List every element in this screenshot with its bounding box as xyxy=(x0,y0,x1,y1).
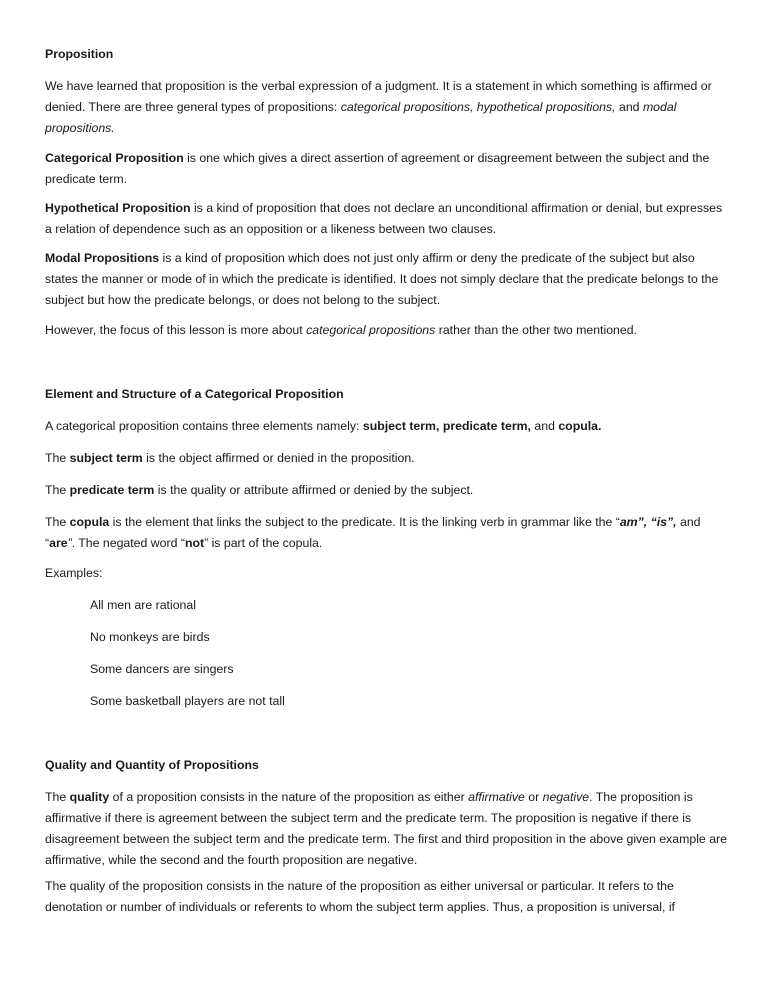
quality-text-1: The xyxy=(45,790,70,804)
hypothetical-definition: is a kind of proposition that does not declare an unconditional affirmation or denial, but expresses a relation of dependence such as an opposition or a likeness between two clauses. xyxy=(45,201,723,236)
categorical-definition: is one which gives a direct assertion of agreement or disagreement between the subject and the predicate term. xyxy=(45,151,710,186)
heading-element-structure xyxy=(45,384,727,405)
subject-text-1: The xyxy=(45,451,70,465)
quantity-paragraph: The quality of the proposition consists in the nature of the proposition as either universal or particular. It refers to the denotation or number of individuals or referents to whom the subject term applies. Thus, a proposition is universal, if xyxy=(45,879,675,914)
focus-italic: categorical propositions xyxy=(306,323,436,337)
copula-bold: copula xyxy=(69,515,110,529)
quality-affirmative: affirmative xyxy=(468,790,525,804)
example-item: Some dancers are singers xyxy=(90,662,234,676)
elements-text-1: A categorical proposition contains three elements namely: xyxy=(45,419,363,433)
heading-proposition xyxy=(45,44,727,65)
intro-text: We have learned that proposition is the verbal expression of a judgment. It is a statement in which something is affirmed or denied. There are three general types of propositions: xyxy=(45,79,712,114)
hypothetical-paragraph xyxy=(45,198,727,240)
focus-text-1: However, the focus of this lesson is more about xyxy=(45,323,307,337)
copula-text-1: The xyxy=(45,515,70,529)
copula-not: not xyxy=(184,536,205,550)
categorical-term: Categorical Proposition xyxy=(45,151,184,165)
copula-text-3: and “ xyxy=(45,515,701,550)
copula-paragraph xyxy=(45,512,727,554)
categorical-paragraph xyxy=(45,148,727,190)
copula-text-5: ” is part of the copula. xyxy=(204,536,323,550)
copula-quote: ” xyxy=(67,536,72,550)
copula-text-4: . The negated word “ xyxy=(71,536,185,550)
heading-proposition-text: Proposition xyxy=(45,47,114,61)
elements-bold-copula: copula. xyxy=(558,419,602,433)
quality-bold: quality xyxy=(69,790,110,804)
intro-italic-types: categorical propositions, hypothetical propositions, xyxy=(340,100,616,114)
intro-and: and xyxy=(615,100,643,114)
subject-term-paragraph xyxy=(45,448,727,469)
copula-am-is: am”, “is”, xyxy=(619,515,677,529)
elements-paragraph xyxy=(45,416,727,437)
focus-text-2: rather than the other two mentioned. xyxy=(435,323,637,337)
quality-negative: negative xyxy=(542,790,590,804)
quality-text-4: . The proposition is affirmative if there is agreement between the subject term and the predicate term. The proposition is negative if there is disagreement between the subject term and the predicate term. The first and third proposition in the above given example are affirmative, while the second and the fourth proposition are negative. xyxy=(45,790,727,867)
heading-element-text: Element and Structure of a Categorical Proposition xyxy=(45,387,344,401)
predicate-term-bold: predicate term xyxy=(69,483,155,497)
quality-or: or xyxy=(524,790,543,804)
modal-definition: is a kind of proposition which does not just only affirm or deny the predicate of the subject but also states the manner or mode of in which the predicate is identified. It does not simply declare that the predicate belongs to the subject but how the predicate belongs, or does not belong to the subject. xyxy=(45,251,719,307)
focus-paragraph xyxy=(45,320,727,341)
example-item: No monkeys are birds xyxy=(90,630,210,644)
predicate-term-paragraph xyxy=(45,480,727,501)
intro-italic-modal: modal propositions. xyxy=(45,100,677,135)
hypothetical-term: Hypothetical Proposition xyxy=(45,201,191,215)
quality-paragraph xyxy=(45,787,727,871)
example-item: All men are rational xyxy=(90,598,196,612)
intro-paragraph xyxy=(45,76,727,139)
elements-bold-terms: subject term, predicate term, xyxy=(362,419,531,433)
subject-text-2: is the object affirmed or denied in the proposition. xyxy=(142,451,415,465)
heading-quality-quantity xyxy=(45,755,727,776)
examples-label: Examples: xyxy=(45,566,103,580)
copula-text-2: is the element that links the subject to the predicate. It is the linking verb in grammar like the “ xyxy=(109,515,620,529)
heading-quality-text: Quality and Quantity of Propositions xyxy=(45,758,259,772)
copula-are: are xyxy=(49,536,68,550)
modal-paragraph xyxy=(45,248,727,311)
predicate-text-1: The xyxy=(45,483,70,497)
elements-text-2: and xyxy=(530,419,559,433)
modal-term: Modal Propositions xyxy=(45,251,160,265)
subject-term-bold: subject term xyxy=(69,451,143,465)
predicate-text-2: is the quality or attribute affirmed or denied by the subject. xyxy=(154,483,474,497)
quality-text-2: of a proposition consists in the nature of the proposition as either xyxy=(109,790,469,804)
example-item: Some basketball players are not tall xyxy=(90,694,285,708)
